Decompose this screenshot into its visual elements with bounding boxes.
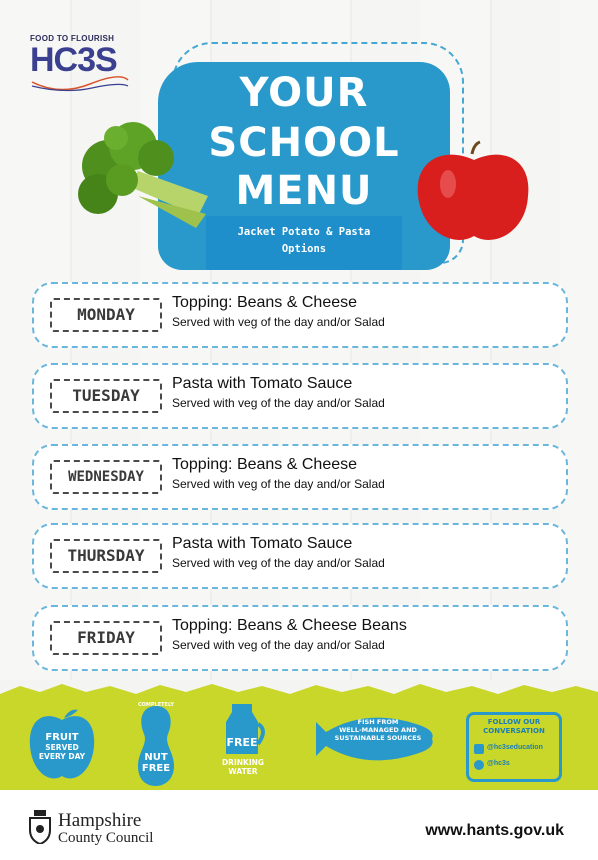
fruit-line-1: FRUIT (45, 732, 79, 743)
website-link[interactable]: www.hants.gov.uk (425, 822, 564, 839)
dish-name: Pasta with Tomato Sauce (172, 375, 353, 392)
water-line-3: WATER (228, 767, 258, 776)
day-card-wednesday (32, 444, 568, 510)
day-label: TUESDAY (50, 379, 162, 413)
title-line-2: SCHOOL (208, 120, 400, 166)
council-sub: County Council (58, 830, 154, 846)
title-line-1: YOUR (239, 70, 369, 116)
logo-name: HC3S (30, 41, 117, 79)
served-with: Served with veg of the day and/or Salad (172, 477, 385, 491)
subtitle-line-1: Jacket Potato & Pasta (237, 226, 371, 238)
facebook-icon (474, 744, 484, 754)
fruit-badge-text (26, 732, 98, 761)
served-with: Served with veg of the day and/or Salad (172, 396, 385, 410)
council-name: Hampshire (58, 810, 142, 831)
nut-line-2: FREE (141, 763, 171, 774)
logo-swirl-icon (30, 74, 130, 96)
day-label: THURSDAY (50, 539, 162, 573)
day-card-monday (32, 282, 568, 348)
broccoli-icon (78, 116, 218, 246)
dish-name: Topping: Beans & Cheese (172, 456, 358, 473)
title-line-3: MENU (235, 168, 373, 214)
nut-badge-text (134, 752, 178, 774)
day-label: WEDNESDAY (50, 460, 162, 494)
social-line-2: CONVERSATION (483, 727, 545, 735)
dish-name: Pasta with Tomato Sauce (172, 535, 353, 552)
fruit-line-2: SERVED (45, 743, 79, 752)
fruit-line-3: EVERY DAY (38, 752, 86, 761)
served-with: Served with veg of the day and/or Salad (172, 315, 385, 329)
nut-top-text: COMPLETELY (137, 702, 174, 708)
day-card-tuesday (32, 363, 568, 429)
dish-name: Topping: Beans & Cheese (172, 294, 358, 311)
fish-badge-text (330, 718, 426, 742)
menu-subtitle (206, 216, 402, 270)
hampshire-crest-icon (28, 810, 52, 844)
day-label: FRIDAY (50, 621, 162, 655)
social-line-1: FOLLOW OUR (487, 718, 541, 726)
facebook-handle[interactable]: @hc3seducation (487, 744, 543, 751)
water-line-1: FREE (226, 736, 258, 749)
fish-line-2: WELL-MANAGED AND (339, 726, 417, 734)
logo-tagline: FOOD TO FLOURISH (30, 34, 115, 43)
twitter-handle[interactable]: @hc3s (487, 760, 510, 767)
fish-line-1: FISH FROM (357, 718, 399, 726)
served-with: Served with veg of the day and/or Salad (172, 638, 385, 652)
fish-line-3: SUSTAINABLE SOURCES (334, 734, 422, 742)
day-card-friday (32, 605, 568, 671)
day-label: MONDAY (50, 298, 162, 332)
subtitle-line-2: Options (281, 243, 327, 255)
day-card-thursday (32, 523, 568, 589)
nut-line-1: NUT (144, 752, 168, 763)
social-heading (466, 718, 562, 736)
water-line-2: DRINKING (221, 758, 265, 767)
apple-icon (414, 140, 534, 250)
served-with: Served with veg of the day and/or Salad (172, 556, 385, 570)
twitter-icon (474, 760, 484, 770)
dish-name: Topping: Beans & Cheese Beans (172, 617, 407, 634)
hc3s-logo (30, 34, 130, 77)
